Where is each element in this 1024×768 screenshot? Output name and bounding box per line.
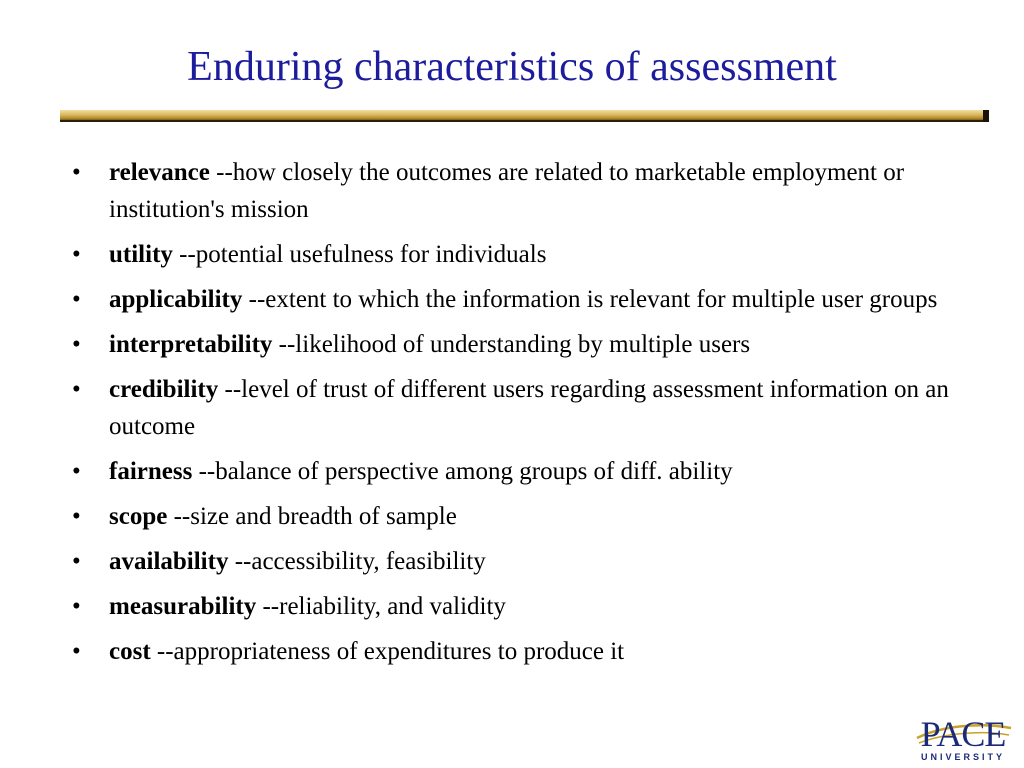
bullet-glyph: • (72, 286, 81, 313)
bullet-term: relevance (109, 159, 210, 186)
bullet-term: interpretability (109, 331, 273, 358)
bullet-item-interpretability (72, 326, 952, 363)
slide-title: Enduring characteristics of assessment (187, 44, 837, 90)
bullet-item-measurability (72, 588, 952, 625)
pace-university-logo (911, 716, 1015, 764)
bullet-glyph: • (72, 638, 81, 665)
bullet-description: --reliability, and validity (256, 593, 506, 620)
bullet-list (72, 154, 952, 678)
bullet-item-scope (72, 498, 952, 535)
bullet-glyph: • (72, 458, 81, 485)
bullet-term: scope (109, 503, 168, 530)
bullet-glyph: • (72, 241, 81, 268)
bullet-description: --balance of perspective among groups of diff. ability (192, 458, 733, 485)
bullet-item-availability (72, 543, 952, 580)
bullet-description: --appropriateness of expenditures to produce it (150, 638, 625, 665)
title-divider-cap (983, 110, 989, 122)
bullet-description: --potential usefulness for individuals (172, 241, 547, 268)
bullet-term: measurability (109, 593, 257, 620)
bullet-term: applicability (109, 286, 243, 313)
bullet-item-cost (72, 633, 952, 670)
bullet-glyph: • (72, 331, 81, 358)
bullet-glyph: • (72, 503, 81, 530)
bullet-item-applicability (72, 281, 952, 318)
bullet-description: --level of trust of different users regarding assessment information on an outcome (109, 376, 949, 440)
bullet-glyph: • (72, 159, 81, 186)
bullet-description: --how closely the outcomes are related to marketable employment or institution's mission (109, 159, 905, 223)
bullet-item-fairness (72, 453, 952, 490)
bullet-glyph: • (72, 548, 81, 575)
bullet-item-relevance (72, 154, 952, 228)
bullet-description: --extent to which the information is relevant for multiple user groups (242, 286, 938, 313)
bullet-term: fairness (109, 458, 193, 485)
bullet-term: availability (109, 548, 229, 575)
bullet-glyph: • (72, 376, 81, 403)
bullet-item-utility (72, 236, 952, 273)
logo-wordmark: PACE (920, 714, 1006, 754)
bullet-description: --likelihood of understanding by multiple users (272, 331, 751, 358)
bullet-glyph: • (72, 593, 81, 620)
bullet-description: --accessibility, feasibility (228, 548, 486, 575)
bullet-term: credibility (109, 376, 219, 403)
title-divider-shadow (60, 120, 986, 122)
logo-subtitle: UNIVERSITY (920, 752, 1005, 762)
bullet-term: cost (109, 638, 151, 665)
bullet-item-credibility (72, 371, 952, 445)
bullet-term: utility (109, 241, 173, 268)
bullet-description: --size and breadth of sample (167, 503, 457, 530)
